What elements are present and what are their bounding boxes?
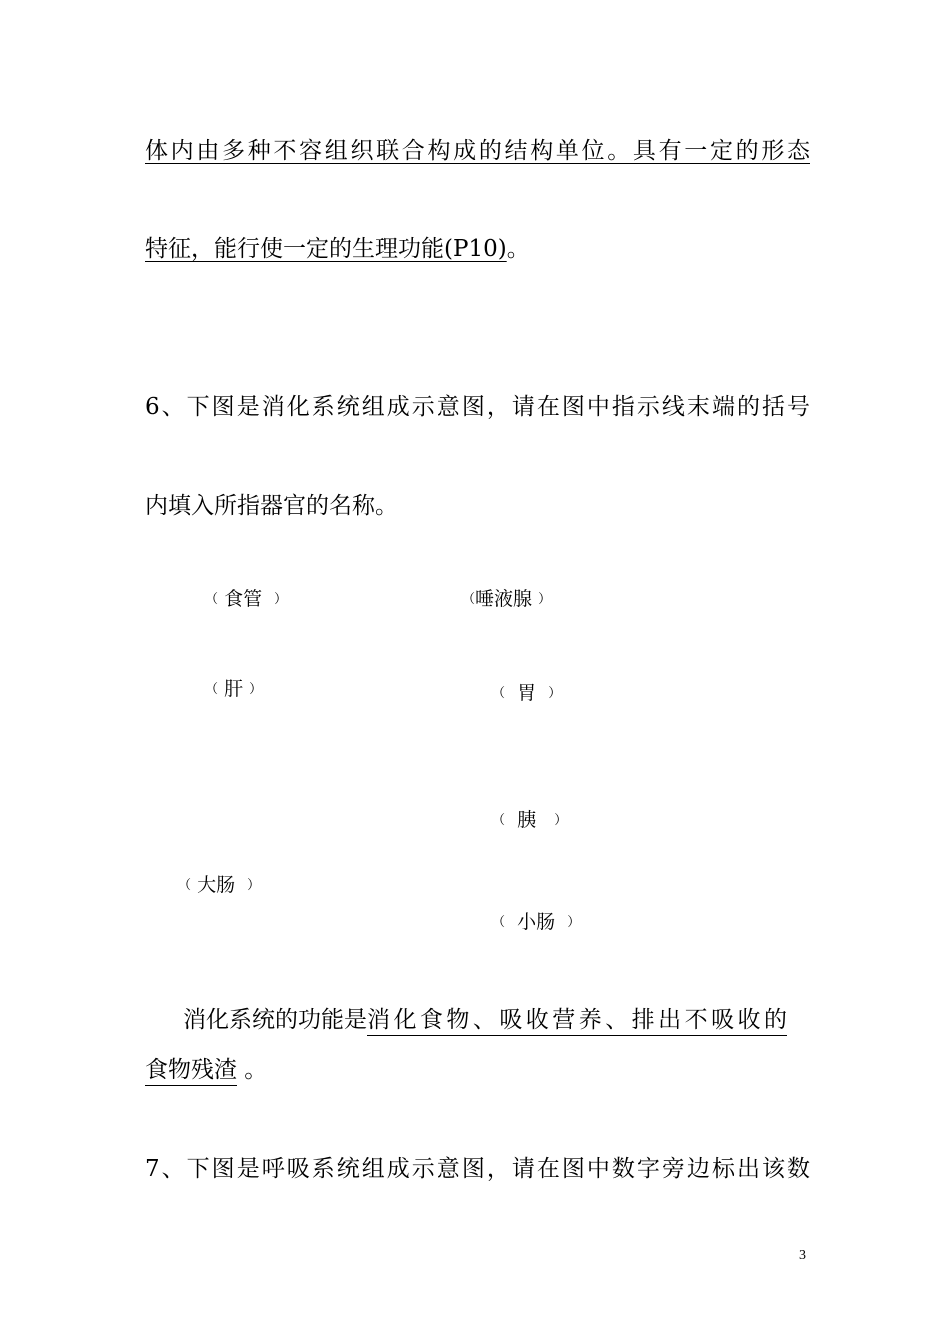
function-answer-part-2: 食物残渣 <box>145 1055 237 1086</box>
label-small-intestine: （ 小肠 ） <box>492 911 581 933</box>
label-salivary-gland-text: 唾液腺 <box>475 588 533 610</box>
label-large-intestine: （ 大肠 ） <box>178 874 261 896</box>
label-liver: （ 肝 ） <box>205 678 263 700</box>
label-pancreas: （ 胰 ） <box>492 809 568 831</box>
question-6-line-1: 6、下图是消化系统组成示意图，请在图中指示线末端的括号 <box>145 394 810 420</box>
label-pancreas-text: 胰 <box>517 809 537 831</box>
function-line-2 <box>145 1054 810 1086</box>
page-number: 3 <box>799 1248 806 1263</box>
label-stomach-text: 胃 <box>517 682 537 704</box>
label-large-intestine-text: 大肠 <box>197 874 236 896</box>
label-esophagus-text: 食管 <box>224 588 263 610</box>
label-esophagus: （ 食管 ） <box>205 588 288 610</box>
label-small-intestine-text: 小肠 <box>517 911 556 933</box>
label-liver-text: 肝 <box>224 678 244 700</box>
question-6-line-2: 内填入所指器官的名称。 <box>145 493 398 519</box>
function-line-1 <box>145 1004 810 1036</box>
definition-line-1: 体内由多种不容组织联合构成的结构单位。具有一定的形态 <box>145 138 810 164</box>
function-answer-part-1: 消化食物、吸收营养、排出不吸收的 <box>367 1005 787 1036</box>
function-tail: 。 <box>237 1057 268 1083</box>
definition-line-2-underlined: 特征，能行使一定的生理功能(P10) <box>145 236 507 262</box>
label-stomach: （ 胃 ） <box>492 682 562 704</box>
definition-line-2 <box>145 233 810 265</box>
definition-line-2-tail: 。 <box>506 236 530 262</box>
function-prefix: 消化系统的功能是 <box>183 1007 367 1033</box>
question-7-line-1: 7、下图是呼吸系统组成示意图，请在图中数字旁边标出该数 <box>145 1156 810 1182</box>
label-salivary-gland: （唾液腺 ） <box>462 588 552 610</box>
